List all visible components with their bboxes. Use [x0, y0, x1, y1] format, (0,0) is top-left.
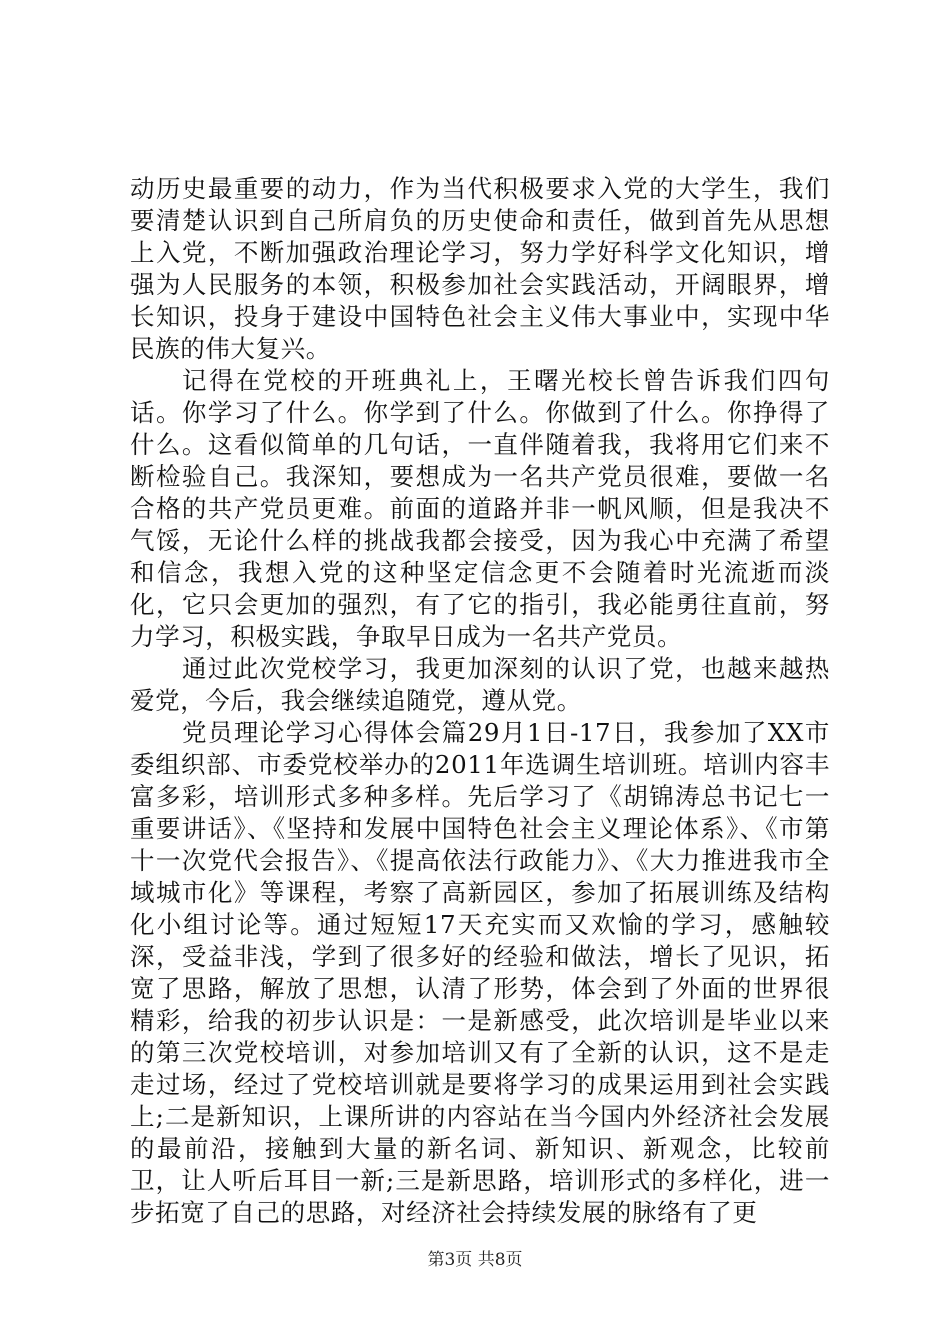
- paragraph-2: 记得在党校的开班典礼上，王曙光校长曾告诉我们四句话。你学习了什么。你学到了什么。你做到了什么。你挣得了什么。这看似简单的几句话，一直伴随着我，我将用它们来不断检验自己。我深知，要想成为一名共产党员很难，要做一名合格的共产党员更难。前面的道路并非一帆风顺，但是我决不气馁，无论什么样的挑战我都会接受，因为我心中充满了希望和信念，我想入党的这种坚定信念更不会随着时光流逝而淡化，它只会更加的强烈，有了它的指引，我必能勇往直前，努力学习，积极实践，争取早日成为一名共产党员。: [130, 366, 830, 651]
- paragraph-1: 动历史最重要的动力，作为当代积极要求入党的大学生，我们要清楚认识到自己所肩负的历史使命和责任，做到首先从思想上入党，不断加强政治理论学习，努力学好科学文化知识，增强为人民服务的本领，积极参加社会实践活动，开阔眼界，增长知识，投身于建设中国特色社会主义伟大事业中，实现中华民族的伟大复兴。: [130, 174, 830, 363]
- paragraph-3: 通过此次党校学习，我更加深刻的认识了党，也越来越热爱党，今后，我会继续追随党，遵从党。: [130, 654, 830, 715]
- document-body: [130, 173, 830, 1229]
- page-number-footer: 第3页 共8页: [427, 1250, 523, 1270]
- paragraph-4: 党员理论学习心得体会篇29月1日-17日，我参加了XX市委组织部、市委党校举办的2011年选调生培训班。培训内容丰富多彩，培训形式多种多样。先后学习了《胡锦涛总书记七一重要讲话》、《坚持和发展中国特色社会主义理论体系》、《市第十一次党代会报告》、《提高依法行政能力》、《大力推进我市全域城市化》等课程，考察了高新园区，参加了拓展训练及结构化小组讨论等。通过短短17天充实而又欢愉的学习，感触较深，受益非浅，学到了很多好的经验和做法，增长了见识，拓宽了思路，解放了思想，认清了形势，体会到了外面的世界很精彩，给我的初步认识是：一是新感受，此次培训是毕业以来的第三次党校培训，对参加培训又有了全新的认识，这不是走走过场，经过了党校培训就是要将学习的成果运用到社会实践上;二是新知识，上课所讲的内容站在当今国内外经济社会发展的最前沿，接触到大量的新名词、新知识、新观念，比较前卫，让人听后耳目一新;三是新思路，培训形式的多样化，进一步拓宽了自己的思路，对经济社会持续发展的脉络有了更: [130, 718, 830, 1227]
